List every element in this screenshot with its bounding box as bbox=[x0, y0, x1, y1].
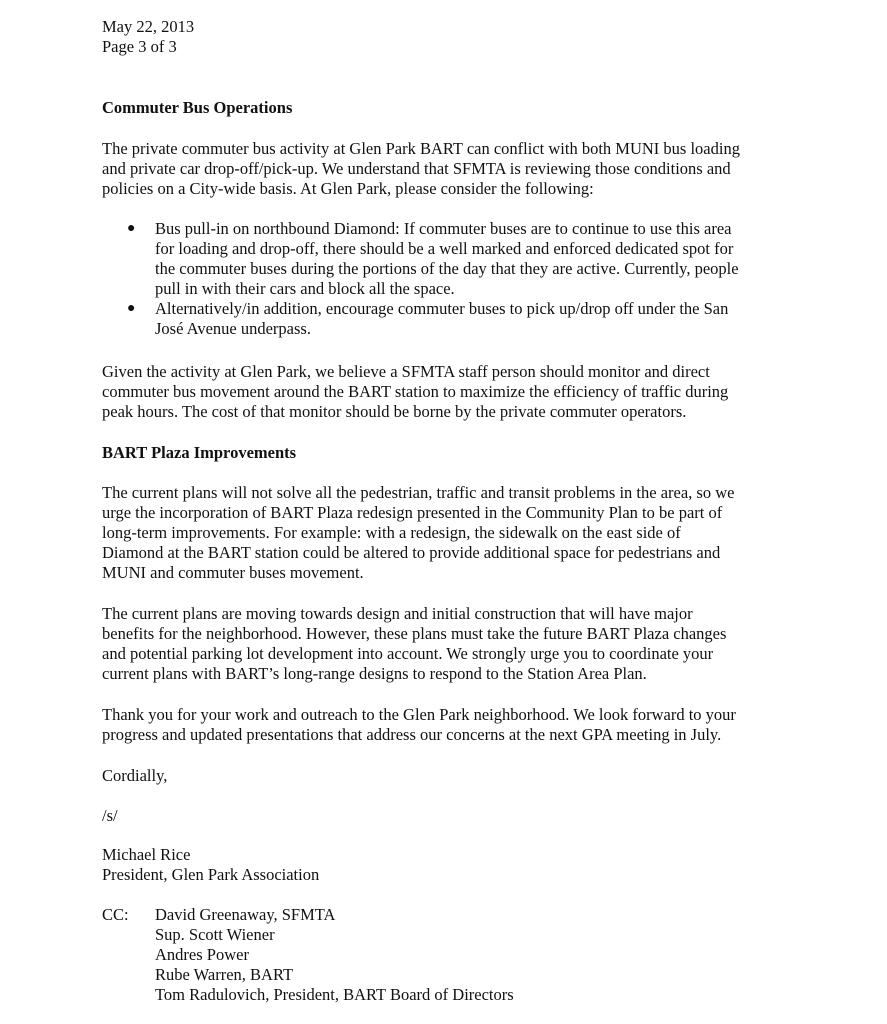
page-number: Page 3 of 3 bbox=[102, 37, 177, 56]
cc-label: CC: bbox=[102, 905, 129, 924]
paragraph-line: Diamond at the BART station could be altered to provide additional space for pedestrians and bbox=[102, 543, 721, 562]
paragraph-line: Thank you for your work and outreach to the Glen Park neighborhood. We look forward to your bbox=[102, 705, 736, 724]
bart-plaza-paragraph-1 bbox=[102, 483, 792, 583]
paragraph-line: peak hours. The cost of that monitor should be borne by the private commuter operators. bbox=[102, 402, 687, 421]
bart-plaza-paragraph-2 bbox=[102, 604, 792, 684]
bullet-line: Bus pull-in on northbound Diamond: If commuter buses are to continue to use this area bbox=[155, 219, 732, 238]
bullet-line: the commuter buses during the portions of the day that they are active. Currently, people bbox=[155, 259, 739, 278]
cc-recipient: Sup. Scott Wiener bbox=[155, 925, 275, 944]
cc-recipient: Tom Radulovich, President, BART Board of Directors bbox=[155, 985, 514, 1004]
signatory-name: Michael Rice bbox=[102, 845, 191, 864]
bullet-line: José Avenue underpass. bbox=[155, 319, 311, 338]
paragraph-line: urge the incorporation of BART Plaza redesign presented in the Community Plan to be part of bbox=[102, 503, 723, 522]
cc-recipient: David Greenaway, SFMTA bbox=[155, 905, 336, 924]
closing-salutation: Cordially, bbox=[102, 766, 168, 785]
bullet-icon: ● bbox=[127, 301, 136, 316]
section-heading-commuter-bus: Commuter Bus Operations bbox=[102, 98, 293, 117]
bullet-item bbox=[102, 219, 792, 299]
bullet-icon: ● bbox=[127, 221, 136, 236]
paragraph-line: Given the activity at Glen Park, we believe a SFMTA staff person should monitor and direct bbox=[102, 362, 710, 381]
paragraph-line: and potential parking lot development into account. We strongly urge you to coordinate your bbox=[102, 644, 714, 663]
signatory-block bbox=[102, 845, 792, 885]
signature: /s/ bbox=[102, 806, 118, 825]
cc-recipient: Andres Power bbox=[155, 945, 249, 964]
paragraph-line: and private car drop-off/pick-up. We understand that SFMTA is reviewing those conditions and bbox=[102, 159, 731, 178]
bullet-line: Alternatively/in addition, encourage commuter buses to pick up/drop off under the San bbox=[155, 299, 729, 318]
paragraph-line: The current plans are moving towards design and initial construction that will have major bbox=[102, 604, 693, 623]
cc-recipient-list bbox=[155, 905, 514, 1005]
section-heading-bart-plaza: BART Plaza Improvements bbox=[102, 443, 297, 462]
thank-you-paragraph bbox=[102, 705, 792, 745]
commuter-bus-bullet-list bbox=[102, 219, 792, 339]
paragraph-line: The private commuter bus activity at Glen Park BART can conflict with both MUNI bus loading bbox=[102, 139, 740, 158]
signatory-title: President, Glen Park Association bbox=[102, 865, 320, 884]
paragraph-line: commuter bus movement around the BART station to maximize the efficiency of traffic during bbox=[102, 382, 729, 401]
commuter-bus-closing-paragraph bbox=[102, 362, 792, 422]
cc-recipient: Rube Warren, BART bbox=[155, 965, 294, 984]
bullet-item bbox=[102, 299, 792, 339]
paragraph-line: The current plans will not solve all the pedestrian, traffic and transit problems in the area, so we bbox=[102, 483, 735, 502]
paragraph-line: benefits for the neighborhood. However, these plans must take the future BART Plaza changes bbox=[102, 624, 727, 643]
bullet-line: for loading and drop-off, there should be a well marked and enforced dedicated spot for bbox=[155, 239, 734, 258]
paragraph-line: policies on a City-wide basis. At Glen Park, please consider the following: bbox=[102, 179, 594, 198]
letter-date: May 22, 2013 bbox=[102, 17, 195, 36]
paragraph-line: MUNI and commuter buses movement. bbox=[102, 563, 364, 582]
paragraph-line: current plans with BART’s long-range designs to respond to the Station Area Plan. bbox=[102, 664, 647, 683]
letter-header bbox=[102, 17, 792, 57]
paragraph-line: progress and updated presentations that address our concerns at the next GPA meeting in July. bbox=[102, 725, 722, 744]
paragraph-line: long-term improvements. For example: with a redesign, the sidewalk on the east side of bbox=[102, 523, 681, 542]
bullet-line: pull in with their cars and block all the space. bbox=[155, 279, 455, 298]
commuter-bus-intro-paragraph bbox=[102, 139, 792, 199]
